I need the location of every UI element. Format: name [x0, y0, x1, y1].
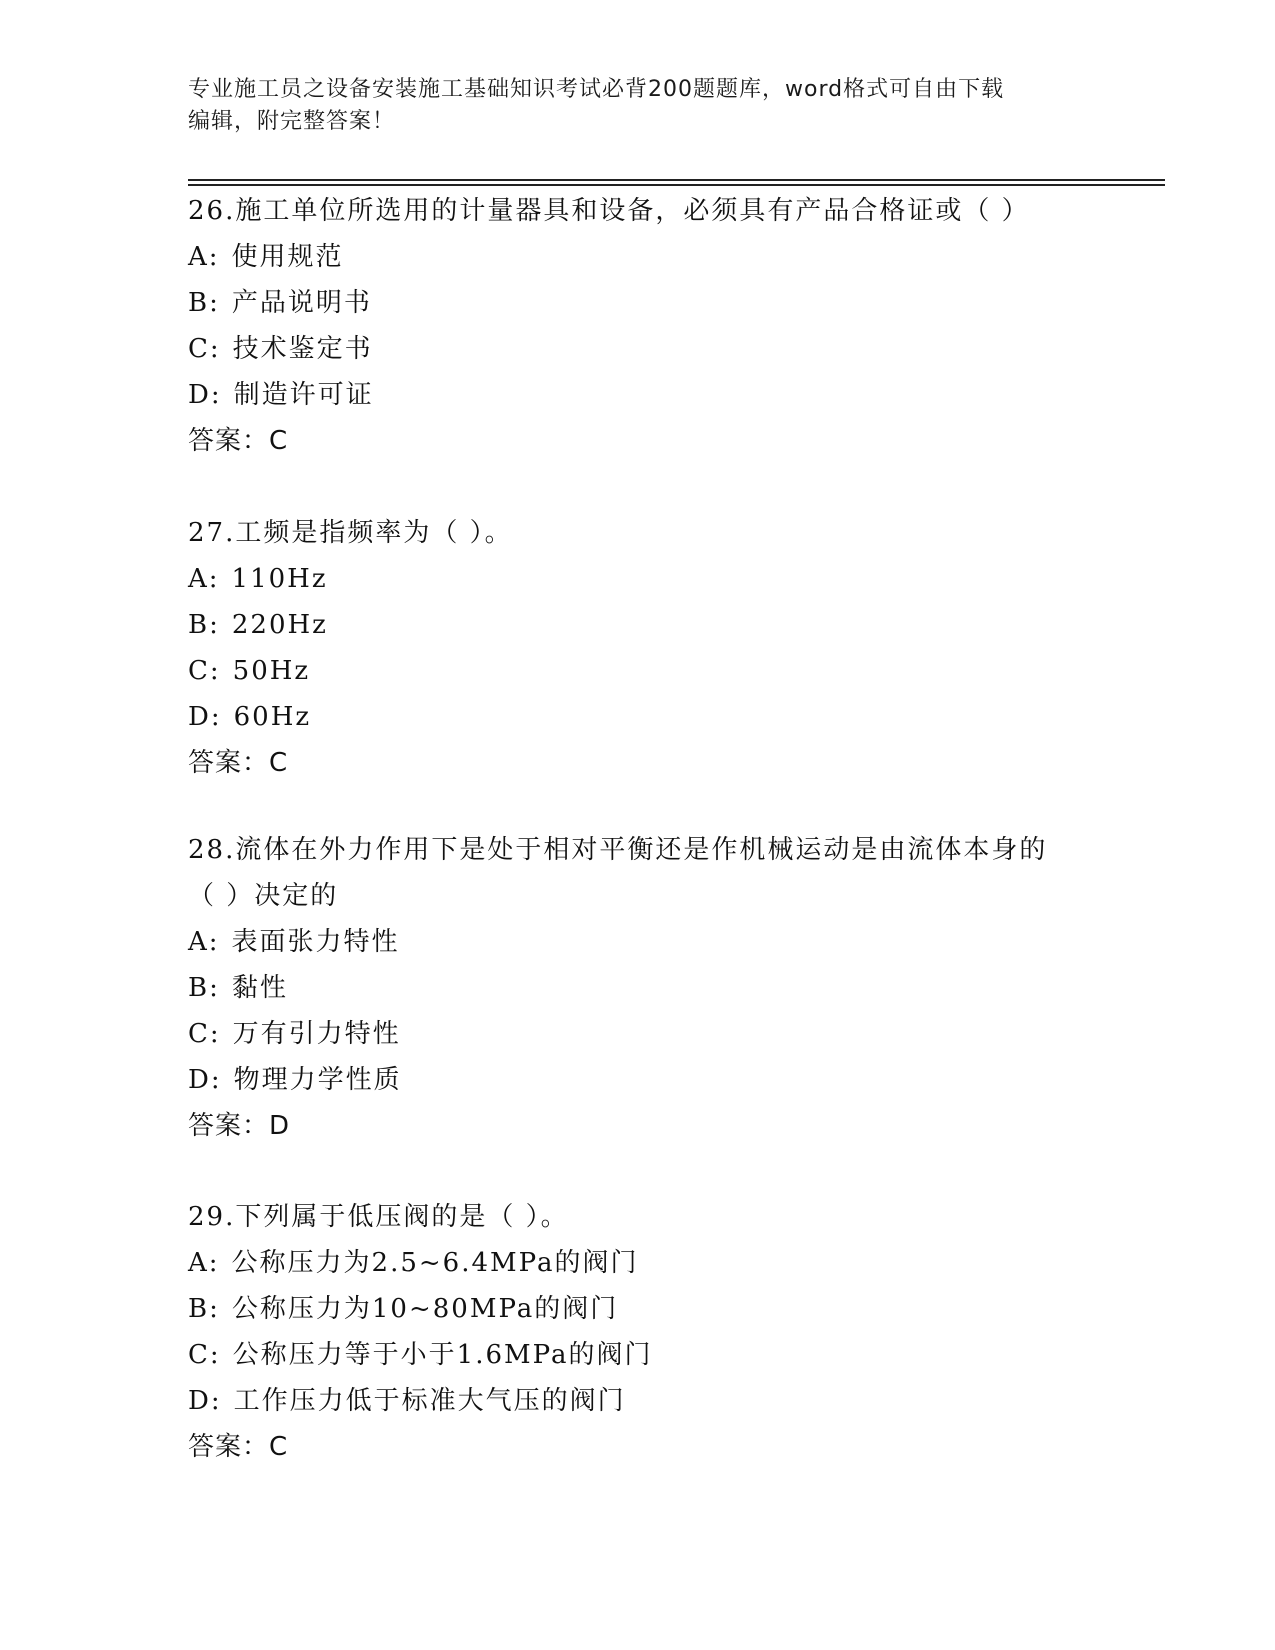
option-c [188, 1011, 1148, 1057]
question-28 [188, 827, 1148, 1149]
option-b [188, 280, 1148, 326]
option-text: 60Hz [233, 702, 312, 732]
option-separator: : [208, 564, 220, 594]
option-text: 表面张力特性 [231, 927, 400, 957]
option-c [188, 1332, 1148, 1378]
option-text: 制造许可证 [233, 380, 374, 410]
option-letter: B [188, 1294, 210, 1324]
option-text: 110Hz [231, 564, 328, 594]
option-text: 使用规范 [231, 242, 344, 272]
option-text: 技术鉴定书 [232, 334, 373, 364]
option-letter: C [188, 1340, 210, 1370]
option-letter: C [188, 1019, 210, 1049]
option-letter: B [188, 610, 210, 640]
option-letter: A [188, 564, 209, 594]
question-stem: 27.工频是指频率为（ ）。 [188, 518, 513, 548]
option-a [188, 919, 1148, 965]
option-separator: : [210, 1386, 222, 1416]
answer-label: 答案： [188, 426, 270, 456]
option-letter: C [188, 334, 210, 364]
answer-value: C [269, 1432, 289, 1462]
option-b [188, 965, 1148, 1011]
option-separator: : [209, 610, 220, 640]
option-letter: A [188, 242, 209, 272]
option-text: 物理力学性质 [233, 1065, 402, 1095]
question-stem: 26.施工单位所选用的计量器具和设备，必须具有产品合格证或（ ） [188, 196, 1030, 226]
option-a [188, 1240, 1148, 1286]
option-letter: A [188, 927, 209, 957]
option-separator: : [208, 242, 220, 272]
question-29 [188, 1194, 1148, 1470]
option-separator: : [209, 1019, 221, 1049]
option-d [188, 372, 1148, 418]
question-27 [188, 510, 1148, 786]
header-line-1: 专业施工员之设备安装施工基础知识考试必背200题题库，word格式可自由下载 [188, 77, 1005, 102]
question-stem-continued: （ ）决定的 [188, 881, 339, 911]
answer-value: C [269, 426, 289, 456]
option-separator: : [209, 1294, 220, 1324]
option-letter: B [188, 973, 210, 1003]
answer-label: 答案： [188, 1432, 270, 1462]
answer-value: D [269, 1111, 291, 1141]
option-letter: D [188, 1065, 211, 1095]
option-d [188, 1378, 1148, 1424]
document-header [188, 74, 1088, 138]
question-26 [188, 188, 1148, 464]
option-separator: : [209, 656, 221, 686]
answer-label: 答案： [188, 1111, 270, 1141]
option-letter: C [188, 656, 210, 686]
option-text: 公称压力为2.5~6.4MPa的阀门 [231, 1248, 639, 1278]
option-text: 工作压力低于标准大气压的阀门 [233, 1386, 626, 1416]
option-separator: : [210, 1065, 222, 1095]
option-separator: : [209, 1340, 221, 1370]
answer-line [188, 740, 1148, 786]
answer-line [188, 418, 1148, 464]
option-text: 50Hz [232, 656, 311, 686]
option-separator: : [209, 334, 221, 364]
option-separator: : [208, 1248, 220, 1278]
option-letter: A [188, 1248, 209, 1278]
header-line-2: 编辑，附完整答案！ [188, 109, 396, 134]
option-letter: B [188, 288, 210, 318]
answer-label: 答案： [188, 748, 270, 778]
option-text: 黏性 [231, 973, 288, 1003]
option-text: 公称压力等于小于1.6MPa的阀门 [232, 1340, 653, 1370]
option-text: 公称压力为10~80MPa的阀门 [231, 1294, 619, 1324]
option-separator: : [210, 380, 222, 410]
option-text: 万有引力特性 [232, 1019, 401, 1049]
option-d [188, 694, 1148, 740]
option-separator: : [208, 927, 220, 957]
header-divider-top [188, 179, 1165, 181]
option-a [188, 556, 1148, 602]
option-c [188, 648, 1148, 694]
option-d [188, 1057, 1148, 1103]
option-a [188, 234, 1148, 280]
option-c [188, 326, 1148, 372]
question-stem: 28.流体在外力作用下是处于相对平衡还是作机械运动是由流体本身的 [188, 835, 1048, 865]
option-separator: : [210, 702, 222, 732]
option-letter: D [188, 702, 211, 732]
option-separator: : [209, 973, 220, 1003]
option-letter: D [188, 1386, 211, 1416]
option-text: 产品说明书 [231, 288, 372, 318]
option-text: 220Hz [231, 610, 328, 640]
answer-value: C [269, 748, 289, 778]
header-divider-bottom [188, 184, 1165, 186]
question-stem: 29.下列属于低压阀的是（ ）。 [188, 1202, 569, 1232]
option-separator: : [209, 288, 220, 318]
answer-line [188, 1103, 1148, 1149]
option-b [188, 602, 1148, 648]
option-b [188, 1286, 1148, 1332]
option-letter: D [188, 380, 211, 410]
answer-line [188, 1424, 1148, 1470]
